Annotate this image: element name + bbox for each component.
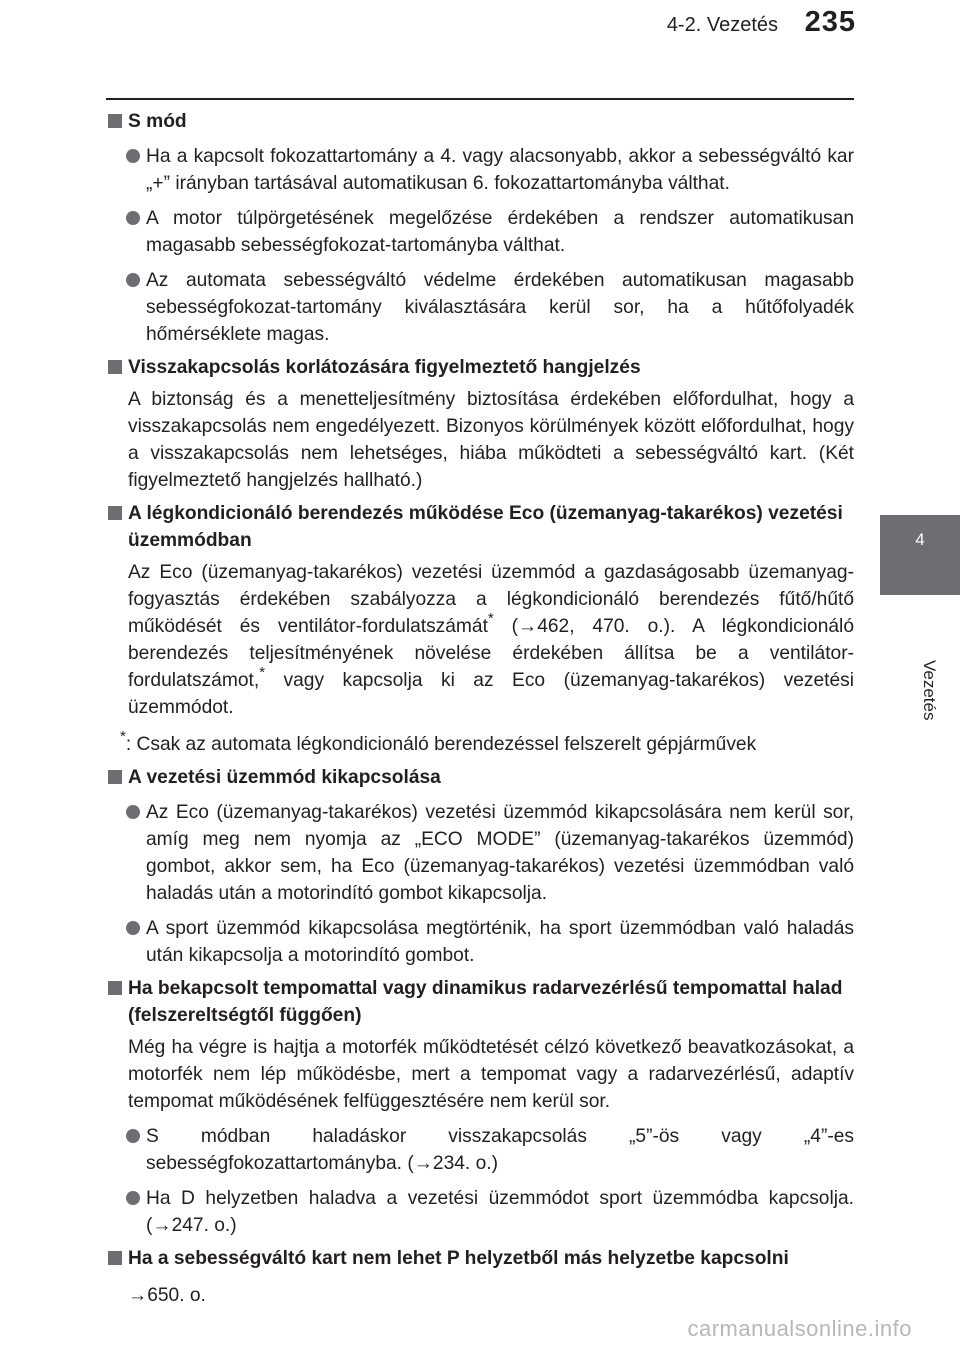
bullet-item: A sport üzemmód kikapcsolása megtörténik, ha sport üzemmódban való haladás után kikapcsolja a motorindító gombot. [106, 915, 854, 969]
round-bullet-icon [126, 211, 140, 225]
round-bullet-icon [126, 921, 140, 935]
footnote-asterisk: * [487, 609, 494, 627]
header-divider [106, 98, 854, 100]
chapter-tab-number: 4 [915, 530, 925, 549]
bullet-item: Ha D helyzetben haladva a vezetési üzemmódot sport üzemmódba kapcsolja. (→247. o.) [106, 1185, 854, 1239]
round-bullet-icon [126, 273, 140, 287]
section-heading-mode-off: A vezetési üzemmód kikapcsolása [106, 764, 854, 791]
footnote-asterisk: * [259, 663, 266, 681]
round-bullet-icon [126, 1129, 140, 1143]
section-heading-cruise-control: Ha bekapcsolt tempomattal vagy dinamikus radarvezérlésű tempomattal halad (felszereltségtől függően) [106, 975, 854, 1029]
round-bullet-icon [126, 149, 140, 163]
section-heading-downshift-warning: Visszakapcsolás korlátozására figyelmeztető hangjelzés [106, 354, 854, 381]
paragraph: A biztonság és a menetteljesítmény biztosítása érdekében előfordulhat, hogy a visszakapcsolás nem engedélyezett. Bizonyos körülmények között előfordulhat, hogy a visszakapcsolás nem lehetséges, hiába működteti a sebességváltó kart. (Két figyelmeztető hangjelzés hallható.) [128, 389, 854, 491]
header-section-title: 4-2. Vezetés [666, 14, 778, 36]
square-bullet-icon [108, 1251, 122, 1265]
bullet-item: S módban haladáskor visszakapcsolás „5”-ös vagy „4”-es sebességfokozattartományba. (→234. o.) [106, 1123, 854, 1177]
round-bullet-icon [126, 805, 140, 819]
chapter-tab-label: Vezetés [920, 660, 939, 721]
footnote: *: Csak az automata légkondicionáló berendezéssel felszerelt gépjárművek [120, 727, 757, 755]
square-bullet-icon [108, 360, 122, 374]
square-bullet-icon [108, 981, 122, 995]
square-bullet-icon [108, 770, 122, 784]
page-content [106, 108, 854, 1309]
round-bullet-icon [126, 1191, 140, 1205]
bullet-item: Az automata sebességváltó védelme érdekében automatikusan magasabb sebességfokozat-tartomány kiválasztására kerül sor, ha a hűtőfolyadék hőmérséklete magas. [106, 267, 854, 348]
bullet-item: A motor túlpörgetésének megelőzése érdekében a rendszer automatikusan magasabb sebességfokozat-tartományba válthat. [106, 205, 854, 259]
section-heading-s-mode: S mód [106, 108, 854, 135]
bullet-item: Ha a kapcsolt fokozattartomány a 4. vagy alacsonyabb, akkor a sebességváltó kar „+” irányban tartásával automatikusan 6. fokozattartományba válthat. [106, 143, 854, 197]
section-heading-shift-lever: Ha a sebességváltó kart nem lehet P helyzetből más helyzetbe kapcsolni [106, 1245, 854, 1272]
page-number: 235 [804, 6, 856, 38]
page-reference: →650. o. [128, 1285, 206, 1306]
chapter-tab [880, 515, 960, 595]
bullet-item: Az Eco (üzemanyag-takarékos) vezetési üzemmód kikapcsolására nem kerül sor, amíg meg nem nyomja az „ECO MODE” (üzemanyag-takarékos üzemmód) gombot, akkor sem, ha Eco (üzemanyag-takarékos) vezetési üzemmódban való haladás után a motorindító gombot kikapcsolja. [106, 799, 854, 907]
square-bullet-icon [108, 114, 122, 128]
square-bullet-icon [108, 506, 122, 520]
paragraph: Még ha végre is hajtja a motorfék működtetését célzó következő beavatkozásokat, a motorfék nem lép működésbe, mert a tempomat vagy a radarvezérlésű, adaptív tempomat működésének felfüggesztésére nem kerül sor. [128, 1037, 854, 1112]
section-heading-eco-ac: A légkondicionáló berendezés működése Eco (üzemanyag-takarékos) vezetési üzemmódban [106, 500, 854, 554]
paragraph-eco-ac: Az Eco (üzemanyag-takarékos) vezetési üzemmód a gazdaságosabb üzemanyag-fogyasztás érdekében szabályozza a légkondicionáló berendezés fűtő/hűtő működését és ventilátor-fordulatszámát* (→462, 470. o.). A légkondicionáló berendezés teljesítményének növelése érdekében állítsa be a ventilátor-fordulatszámot,* vagy kapcsolja ki az Eco (üzemanyag-takarékos) vezetési üzemmódot. [128, 562, 854, 718]
footnote-asterisk: * [120, 727, 126, 745]
watermark: carmanualsonline.info [687, 1316, 912, 1341]
